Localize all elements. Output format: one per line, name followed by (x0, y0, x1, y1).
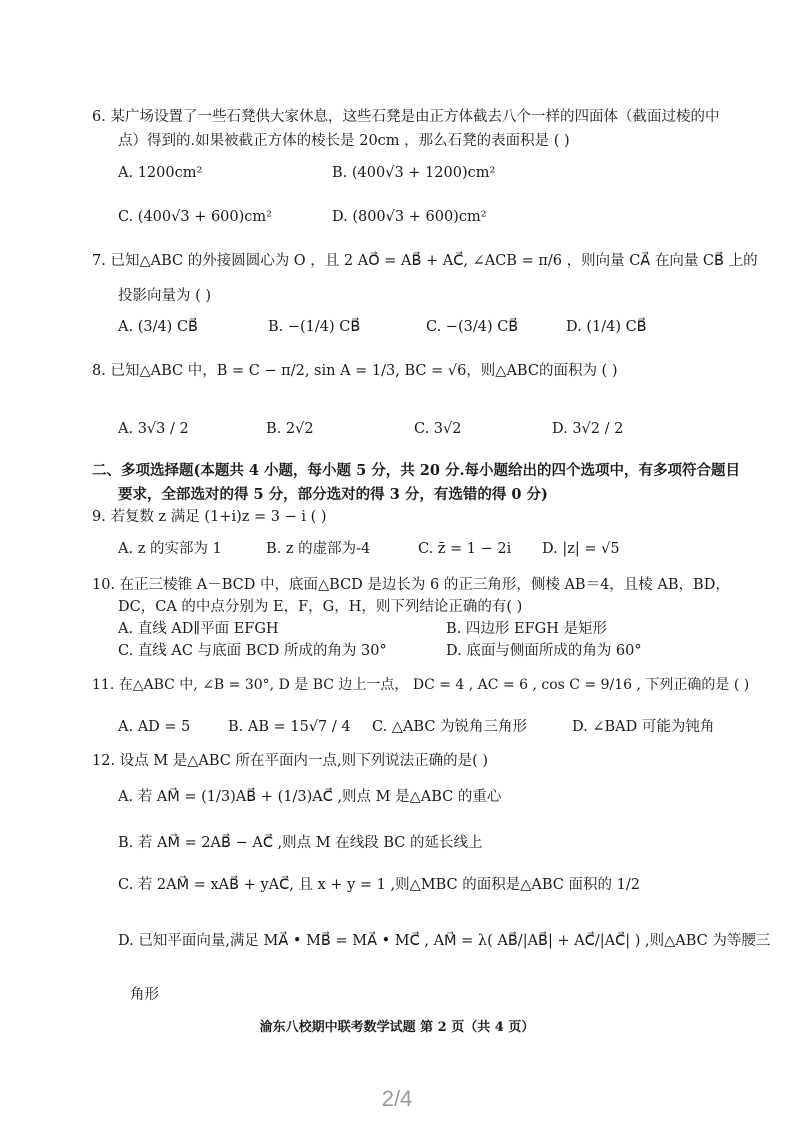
q6-stem-line2: 点）得到的.如果被截正方体的棱长是 20cm ，那么石凳的表面积是 ( ) (118, 133, 570, 149)
q8-option-d: D. 3√2 / 2 (552, 421, 624, 437)
q9-option-d: D. |z| = √5 (542, 541, 620, 557)
q10-stem-line2: DC，CA 的中点分别为 E，F，G，H，则下列结论正确的有( ) (118, 599, 523, 615)
q12-option-d-line2: 角形 (130, 987, 159, 1003)
q12-option-b: B. 若 AM⃗ = 2AB⃗ − AC⃗ ,则点 M 在线段 BC 的延长线上 (118, 835, 483, 851)
q12-option-c: C. 若 2AM⃗ = xAB⃗ + yAC⃗, 且 x + y = 1 ,则△MBC 的面积是△ABC 面积的 1/2 (118, 877, 640, 893)
q7-option-c: C. −(3/4) CB⃗ (426, 319, 519, 335)
page-footer: 渝东八校期中联考数学试题 第 2 页（共 4 页） (259, 1020, 535, 1035)
q6-option-a: A. 1200cm² (118, 165, 203, 181)
q9-option-c: C. z̄ = 1 − 2i (418, 541, 512, 557)
q8-option-b: B. 2√2 (266, 421, 314, 437)
q8-option-c: C. 3√2 (414, 421, 462, 437)
page-indicator: 2/4 (381, 1086, 413, 1111)
q6-option-c: C. (400√3 + 600)cm² (118, 209, 272, 225)
q6-option-b: B. (400√3 + 1200)cm² (332, 165, 496, 181)
q11-option-a: A. AD = 5 (118, 719, 191, 735)
q7-option-a: A. (3/4) CB⃗ (118, 319, 198, 335)
q8-stem: 8. 已知△ABC 中，B = C − π/2, sin A = 1/3, BC = √6，则△ABC的面积为 ( ) (92, 363, 618, 379)
q9-stem: 9. 若复数 z 满足 (1+i)z = 3 − i ( ) (92, 509, 327, 525)
q7-option-d: D. (1/4) CB⃗ (566, 319, 647, 335)
section2-heading-line2: 要求，全部选对的得 5 分，部分选对的得 3 分，有选错的得 0 分) (118, 486, 548, 503)
q9-option-a: A. z 的实部为 1 (118, 541, 222, 557)
q7-stem-line1: 7. 已知△ABC 的外接圆圆心为 O ，且 2 AO⃗ = AB⃗ + AC⃗, ∠ACB = π/6 ，则向量 CA⃗ 在向量 CB⃗ 上的 (92, 253, 758, 269)
q12-option-d-line1: D. 已知平面向量,满足 MA⃗ • MB⃗ = MA⃗ • MC⃗ , AM⃗ = λ( AB⃗/|AB⃗| + AC⃗/|AC⃗| ) ,则△ABC 为等腰三 (118, 933, 771, 949)
q7-stem-line2: 投影向量为 ( ) (118, 288, 212, 304)
q10-option-c: C. 直线 AC 与底面 BCD 所成的角为 30° (118, 643, 387, 659)
q10-option-d: D. 底面与侧面所成的角为 60° (446, 643, 642, 659)
q10-option-a: A. 直线 AD∥平面 EFGH (118, 621, 279, 637)
q6-option-d: D. (800√3 + 600)cm² (332, 209, 487, 225)
section2-heading-line1: 二、多项选择题(本题共 4 小题，每小题 5 分，共 20 分.每小题给出的四个选项中，有多项符合题目 (92, 462, 741, 479)
q10-option-b: B. 四边形 EFGH 是矩形 (446, 621, 607, 637)
q11-option-d: D. ∠BAD 可能为钝角 (572, 719, 715, 735)
q9-option-b: B. z 的虚部为-4 (266, 541, 371, 557)
q11-option-b: B. AB = 15√7 / 4 (228, 719, 351, 735)
q11-option-c: C. △ABC 为锐角三角形 (372, 719, 528, 735)
q10-stem-line1: 10. 在正三棱锥 A－BCD 中，底面△BCD 是边长为 6 的正三角形，侧棱 AB＝4，且棱 AB，BD， (92, 577, 730, 593)
q8-option-a: A. 3√3 / 2 (118, 421, 189, 437)
q11-stem: 11. 在△ABC 中, ∠B = 30°, D 是 BC 边上一点， DC = 4 , AC = 6 , cos C = 9/16 , 下列正确的是 ( ) (92, 677, 750, 693)
q6-stem-line1: 6. 某广场设置了一些石凳供大家休息，这些石凳是由正方体截去八个一样的四面体（截面过棱的中 (92, 109, 720, 125)
q7-option-b: B. −(1/4) CB⃗ (268, 319, 361, 335)
q12-stem: 12. 设点 M 是△ABC 所在平面内一点,则下列说法正确的是( ) (92, 753, 489, 769)
q12-option-a: A. 若 AM⃗ = (1/3)AB⃗ + (1/3)AC⃗ ,则点 M 是△ABC 的重心 (118, 789, 502, 805)
